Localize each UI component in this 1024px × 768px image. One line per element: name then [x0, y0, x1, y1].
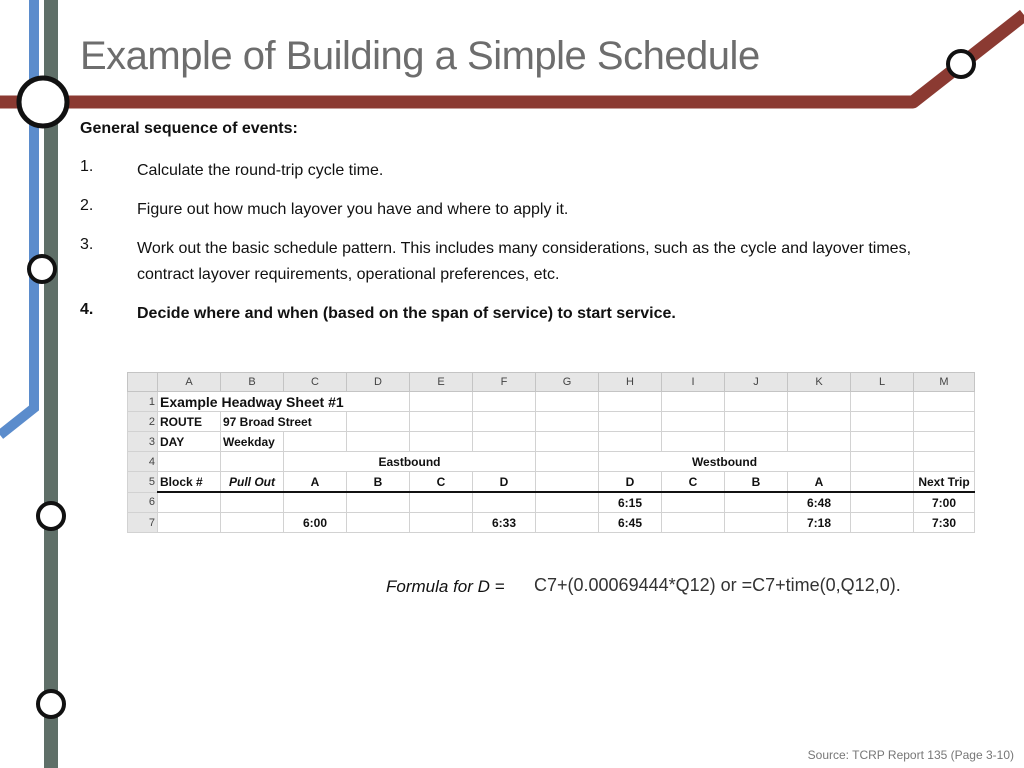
column-header: H: [599, 373, 662, 392]
headway-spreadsheet: [127, 372, 975, 533]
column-header: B: [221, 373, 284, 392]
step-text: Calculate the round-trip cycle time.: [137, 162, 384, 179]
row-number: 2: [128, 412, 158, 432]
step-text: Figure out how much layover you have and where to apply it.: [137, 201, 569, 218]
station-circle: [38, 503, 64, 529]
time-cell: 6:15: [599, 492, 662, 513]
step-number: 1.: [80, 158, 94, 175]
row-number: 5: [128, 472, 158, 493]
block-header-cell: Block #: [158, 472, 221, 493]
column-header: L: [851, 373, 914, 392]
time-cell: 6:33: [473, 513, 536, 533]
westbound-header: Westbound: [599, 452, 851, 472]
sheet-row-3: [128, 432, 975, 452]
step-number: 3.: [80, 236, 94, 253]
timepoint-header-cell: D: [599, 472, 662, 493]
column-header: F: [473, 373, 536, 392]
row-number: 3: [128, 432, 158, 452]
empty-cell: [851, 472, 914, 493]
row-number: 6: [128, 492, 158, 513]
column-header: E: [410, 373, 473, 392]
sheet-row-2: [128, 412, 975, 432]
station-circle-large: [19, 78, 67, 126]
column-header: G: [536, 373, 599, 392]
timepoint-header-cell: B: [347, 472, 410, 493]
column-header: J: [725, 373, 788, 392]
timepoint-header-cell: B: [725, 472, 788, 493]
day-label-cell: DAY: [158, 432, 221, 452]
sheet-row-4: [128, 452, 975, 472]
step-text: Decide where and when (based on the span of service) to start service.: [137, 305, 676, 322]
step-4: [80, 301, 960, 327]
row-number: 1: [128, 392, 158, 412]
route-value-cell: 97 Broad Street: [221, 412, 347, 432]
timepoint-header-cell: C: [410, 472, 473, 493]
formula-label: Formula for D =: [386, 577, 505, 596]
sheet-row-5: [128, 472, 975, 493]
timepoint-header-cell: A: [284, 472, 347, 493]
time-cell: 6:48: [788, 492, 851, 513]
sheet-row-1: [128, 392, 975, 412]
time-cell: 7:30: [914, 513, 975, 533]
column-header: K: [788, 373, 851, 392]
time-cell: 7:00: [914, 492, 975, 513]
blue-route-line: [0, 0, 34, 435]
formula-expression: C7+(0.00069444*Q12) or =C7+time(0,Q12,0).: [534, 575, 901, 595]
station-circle: [29, 256, 55, 282]
step-3: [80, 236, 960, 288]
sheet-title-cell: Example Headway Sheet #1: [158, 392, 410, 412]
step-2: [80, 197, 960, 223]
sheet-row-7: [128, 513, 975, 533]
pullout-header-cell: Pull Out: [221, 472, 284, 493]
day-value-cell: Weekday: [221, 432, 284, 452]
column-header: D: [347, 373, 410, 392]
step-number: 2.: [80, 197, 94, 214]
next-trip-header-cell: Next Trip: [914, 472, 975, 493]
row-number: 7: [128, 513, 158, 533]
empty-cell: [536, 472, 599, 493]
sheet-row-6: [128, 492, 975, 513]
column-header: A: [158, 373, 221, 392]
sequence-subheading: General sequence of events:: [80, 120, 298, 137]
slide-title: Example of Building a Simple Schedule: [80, 34, 760, 78]
time-cell: 6:00: [284, 513, 347, 533]
station-circle-top-right: [948, 51, 974, 77]
route-label-cell: ROUTE: [158, 412, 221, 432]
time-cell: 7:18: [788, 513, 851, 533]
step-number: 4.: [80, 301, 94, 318]
column-header: I: [662, 373, 725, 392]
source-citation: Source: TCRP Report 135 (Page 3-10): [807, 748, 1014, 762]
time-cell: 6:45: [599, 513, 662, 533]
column-header: C: [284, 373, 347, 392]
corner-cell: [128, 373, 158, 392]
eastbound-header: Eastbound: [284, 452, 536, 472]
timepoint-header-cell: D: [473, 472, 536, 493]
column-header: M: [914, 373, 975, 392]
step-text: Work out the basic schedule pattern. This includes many considerations, such as the cycle and layover times, contract layover requirements, operational preferences, etc.: [137, 240, 912, 283]
station-circle: [38, 691, 64, 717]
timepoint-header-cell: A: [788, 472, 851, 493]
step-1: [80, 158, 960, 184]
timepoint-header-cell: C: [662, 472, 725, 493]
column-header-row: [128, 373, 975, 392]
row-number: 4: [128, 452, 158, 472]
